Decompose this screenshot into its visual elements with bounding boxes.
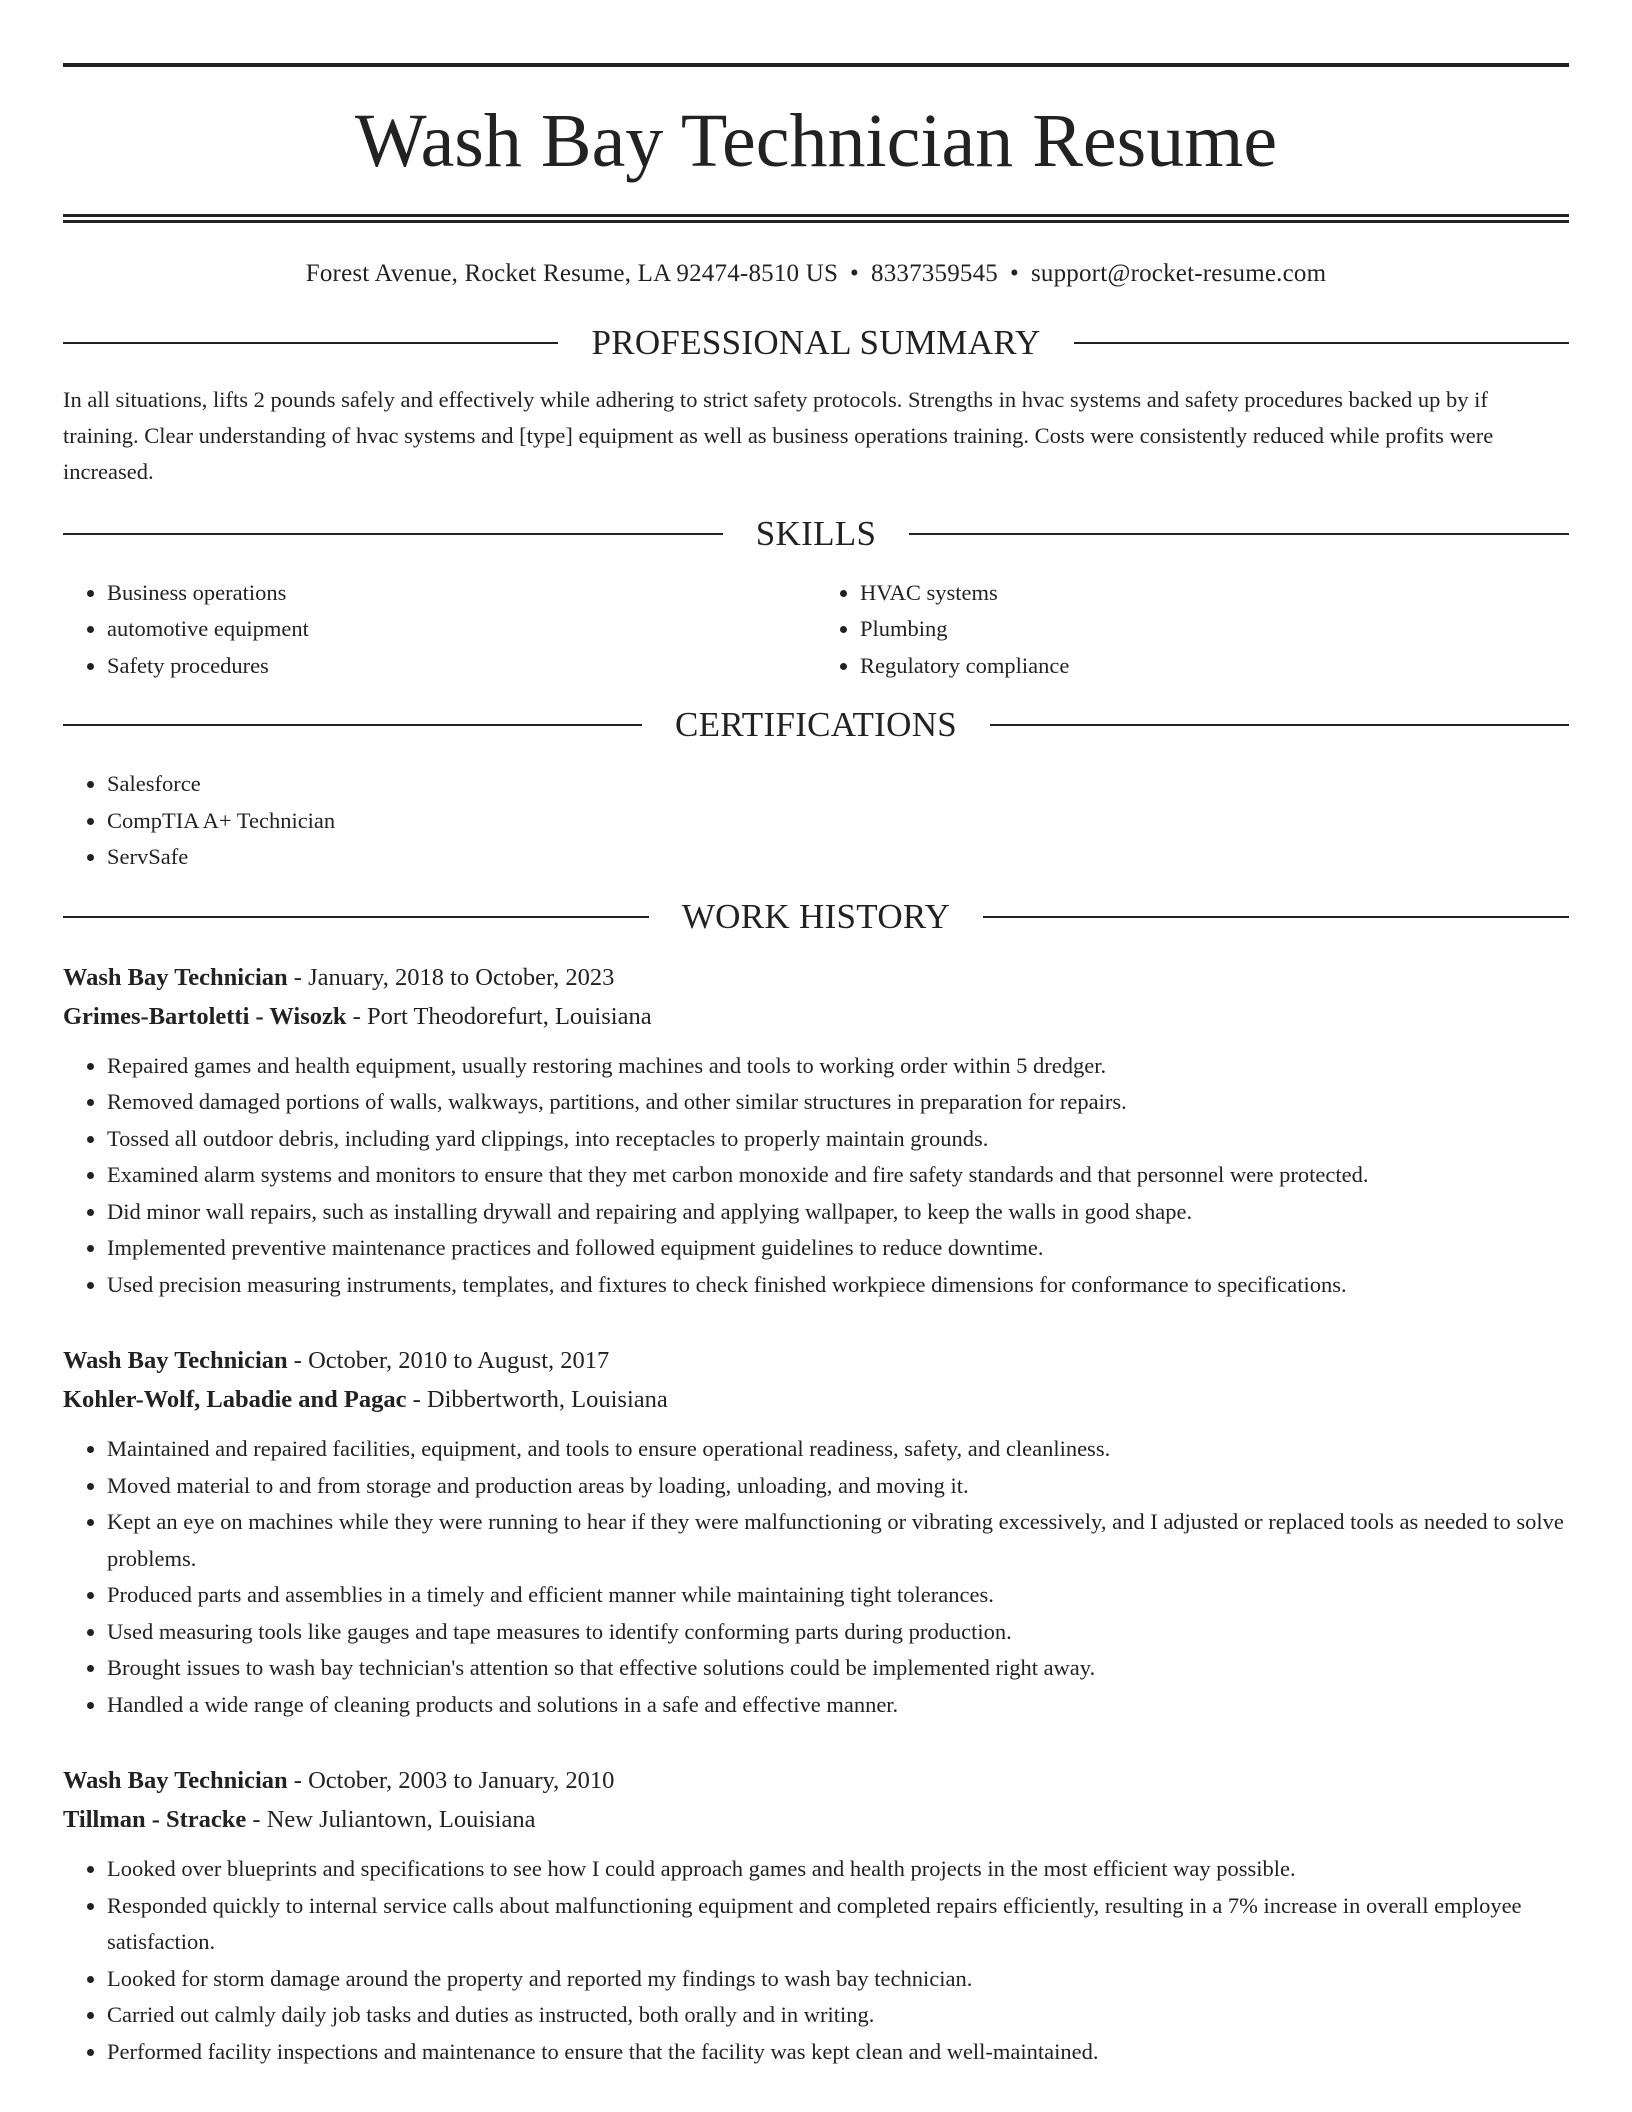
- job-location: Dibbertworth, Louisiana: [426, 1386, 668, 1413]
- skills-column-left: [63, 575, 816, 685]
- job-duties: [63, 1851, 1569, 2070]
- job-title-line: Wash Bay Technician - October, 2010 to August, 2017: [63, 1347, 610, 1374]
- summary-text: In all situations, lifts 2 pounds safely and effectively while adhering to strict safety protocols. Strengths in hvac systems and safety procedures backed up by if training. Clear understanding of hvac systems and [type] equipment as well as business operations training. Costs were consistently reduced while profits were increased.: [63, 387, 1494, 484]
- duty-item: • Performed facility inspections and maintenance to ensure that the facility was kept clean and well-maintained.: [107, 2034, 1569, 2071]
- section-header-work-history: [63, 896, 1569, 938]
- job-location: Port Theodorefurt, Louisiana: [366, 1002, 652, 1030]
- section-header-summary: [63, 322, 1569, 364]
- duty-item: • Implemented preventive maintenance practices and followed equipment guidelines to reduce downtime.: [107, 1230, 1569, 1267]
- skill-item: • automotive equipment: [107, 611, 816, 648]
- duty-item: • Looked for storm damage around the property and reported my findings to wash bay technician.: [107, 1961, 1569, 1998]
- certification-item: • Salesforce: [107, 766, 1569, 803]
- duty-item: • Moved material to and from storage and production areas by loading, unloading, and moving it.: [107, 1468, 1569, 1505]
- section-title-certifications: CERTIFICATIONS: [674, 705, 958, 744]
- duty-item: • Tossed all outdoor debris, including yard clippings, into receptacles to properly maintain grounds.: [107, 1121, 1569, 1158]
- section-header-certifications: [63, 704, 1569, 746]
- skills-column-right: [816, 575, 1569, 685]
- certification-item: • ServSafe: [107, 839, 1569, 876]
- job-company-line: Grimes-Bartoletti - Wisozk - Port Theodorefurt, Louisiana: [63, 1002, 652, 1030]
- job-duties: [63, 1431, 1569, 1723]
- section-title-skills: SKILLS: [755, 513, 877, 553]
- contact-separator: •: [850, 260, 859, 287]
- duty-item: • Used measuring tools like gauges and tape measures to identify conforming parts during production.: [107, 1614, 1569, 1651]
- skill-item: • Business operations: [107, 575, 816, 612]
- job-title-line: Wash Bay Technician - January, 2018 to October, 2023: [63, 963, 615, 991]
- job-entry: [63, 958, 1569, 1304]
- section-title-work-history: WORK HISTORY: [681, 896, 951, 936]
- job-company: Tillman - Stracke: [63, 1806, 247, 1833]
- duty-item: • Kept an eye on machines while they were running to hear if they were malfunctioning or vibrating excessively, and I adjusted or replaced tools as needed to solve problems.: [107, 1504, 1569, 1577]
- job-location: New Juliantown, Louisiana: [266, 1806, 536, 1833]
- title-double-rule: [63, 214, 1569, 223]
- job-dates: January, 2018 to October, 2023: [308, 963, 615, 991]
- skill-item: • HVAC systems: [860, 575, 1569, 612]
- duty-item: • Used precision measuring instruments, templates, and fixtures to check finished workpiece dimensions for conformance to specifications.: [107, 1267, 1569, 1304]
- duty-item: • Carried out calmly daily job tasks and duties as instructed, both orally and in writing.: [107, 1997, 1569, 2034]
- skill-item: • Plumbing: [860, 611, 1569, 648]
- job-title: Wash Bay Technician: [63, 1347, 288, 1374]
- contact-email[interactable]: support@rocket-resume.com: [1030, 260, 1327, 287]
- job-dates: October, 2010 to August, 2017: [308, 1347, 610, 1374]
- section-rule: [63, 533, 723, 535]
- contact-phone: 8337359545: [871, 260, 998, 287]
- section-rule: [990, 724, 1569, 726]
- section-rule: [1074, 342, 1569, 344]
- job-entry: [63, 1341, 1569, 1723]
- section-rule: [63, 916, 649, 918]
- skills-list: [63, 575, 1569, 685]
- section-rule: [909, 533, 1569, 535]
- duty-item: • Looked over blueprints and specifications to see how I could approach games and health projects in the most efficient way possible.: [107, 1851, 1569, 1888]
- certifications-list: [63, 766, 1569, 876]
- duty-item: • Produced parts and assemblies in a timely and efficient manner while maintaining tight tolerances.: [107, 1577, 1569, 1614]
- job-company-line: Kohler-Wolf, Labadie and Pagac - Dibbertworth, Louisiana: [63, 1386, 668, 1413]
- duty-item: • Examined alarm systems and monitors to ensure that they met carbon monoxide and fire safety standards and that personnel were protected.: [107, 1157, 1569, 1194]
- duty-item: • Removed damaged portions of walls, walkways, partitions, and other similar structures in preparation for repairs.: [107, 1084, 1569, 1121]
- job-company-line: Tillman - Stracke - New Juliantown, Louisiana: [63, 1806, 536, 1833]
- duty-item: • Repaired games and health equipment, usually restoring machines and tools to working order within 5 dredger.: [107, 1048, 1569, 1085]
- duty-item: • Brought issues to wash bay technician's attention so that effective solutions could be implemented right away.: [107, 1650, 1569, 1687]
- job-title: Wash Bay Technician: [63, 1767, 288, 1794]
- job-dates: October, 2003 to January, 2010: [308, 1767, 615, 1794]
- skill-item: • Safety procedures: [107, 648, 816, 685]
- section-rule: [63, 724, 642, 726]
- contact-separator: •: [1010, 260, 1019, 287]
- duty-item: • Responded quickly to internal service calls about malfunctioning equipment and completed repairs efficiently, resulting in a 7% increase in overall employee satisfaction.: [107, 1888, 1569, 1961]
- section-title-summary: PROFESSIONAL SUMMARY: [591, 323, 1041, 362]
- job-company: Kohler-Wolf, Labadie and Pagac: [63, 1386, 407, 1413]
- contact-line: [63, 260, 1569, 288]
- job-duties: [63, 1048, 1569, 1304]
- duty-item: • Did minor wall repairs, such as installing drywall and repairing and applying wallpaper, to keep the walls in good shape.: [107, 1194, 1569, 1231]
- resume-title: Wash Bay Technician Resume: [354, 99, 1278, 183]
- section-rule: [983, 916, 1569, 918]
- duty-item: • Handled a wide range of cleaning products and solutions in a safe and effective manner.: [107, 1687, 1569, 1724]
- section-header-skills: [63, 513, 1569, 555]
- skill-item: • Regulatory compliance: [860, 648, 1569, 685]
- section-rule: [63, 342, 558, 344]
- job-entry: [63, 1761, 1569, 2070]
- job-company: Grimes-Bartoletti - Wisozk: [63, 1002, 347, 1030]
- contact-address: Forest Avenue, Rocket Resume, LA 92474-8510 US: [305, 260, 839, 287]
- certification-item: • CompTIA A+ Technician: [107, 803, 1569, 840]
- job-title-line: Wash Bay Technician - October, 2003 to January, 2010: [63, 1767, 615, 1794]
- duty-item: • Maintained and repaired facilities, equipment, and tools to ensure operational readiness, safety, and cleanliness.: [107, 1431, 1569, 1468]
- job-title: Wash Bay Technician: [63, 963, 288, 991]
